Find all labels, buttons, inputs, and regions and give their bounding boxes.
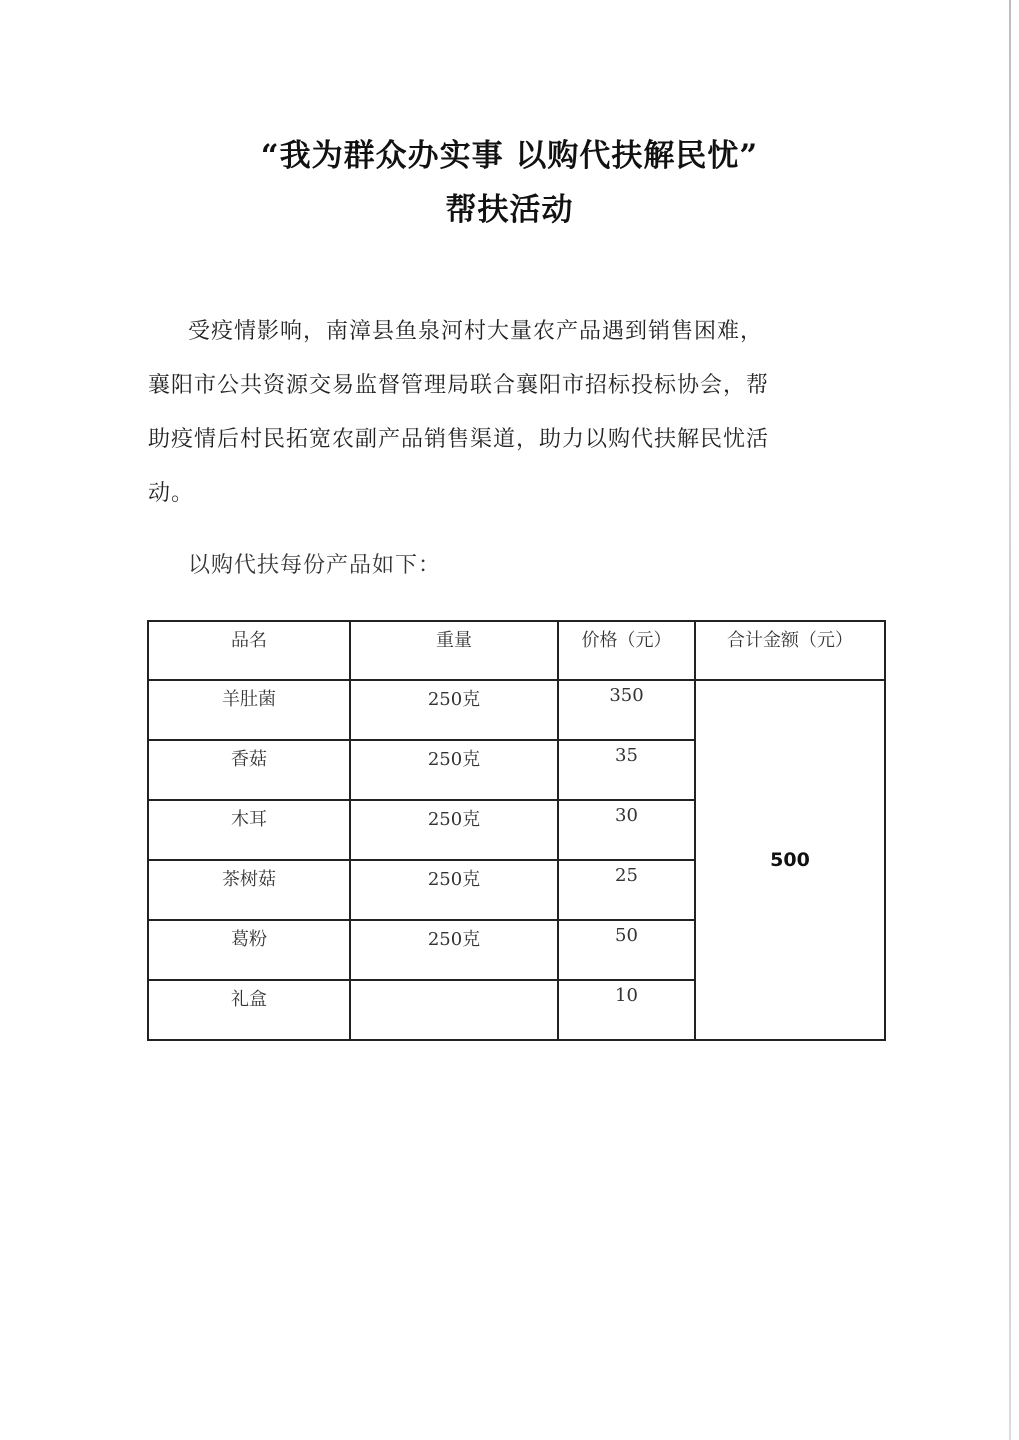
product-weight: 250克 [350, 800, 558, 860]
document-title: “我为群众办实事 以购代扶解民忧” [260, 138, 759, 174]
product-name: 礼盒 [148, 980, 350, 1040]
header-price: 价格（元） [558, 621, 695, 680]
product-weight: 250克 [350, 680, 558, 740]
table-intro: 以购代扶每份产品如下： [188, 553, 442, 578]
paragraph-line: 动。 [148, 481, 195, 506]
paragraph-line: 受疫情影响，南漳县鱼泉河村大量农产品遇到销售困难， [188, 319, 764, 344]
document-subtitle: 帮扶活动 [445, 192, 574, 228]
product-price: 10 [558, 980, 695, 1040]
header-name: 品名 [148, 621, 350, 680]
product-name: 茶树菇 [148, 860, 350, 920]
product-price: 350 [558, 680, 695, 740]
product-price: 25 [558, 860, 695, 920]
product-price: 30 [558, 800, 695, 860]
product-name: 葛粉 [148, 920, 350, 980]
paragraph-line: 襄阳市公共资源交易监督管理局联合襄阳市招标投标协会，帮 [148, 373, 770, 398]
product-table [147, 620, 886, 1041]
body-paragraph [148, 305, 868, 521]
header-weight: 重量 [350, 621, 558, 680]
header-total: 合计金额（元） [695, 621, 885, 680]
total-amount: 500 [695, 680, 885, 1040]
product-price: 35 [558, 740, 695, 800]
table-row [148, 680, 885, 740]
table-header-row [148, 621, 885, 680]
paragraph-line: 助疫情后村民拓宽农副产品销售渠道，助力以购代扶解民忧活 [148, 427, 770, 452]
product-weight [350, 980, 558, 1040]
product-name: 木耳 [148, 800, 350, 860]
product-name: 羊肚菌 [148, 680, 350, 740]
product-name: 香菇 [148, 740, 350, 800]
product-price: 50 [558, 920, 695, 980]
product-weight: 250克 [350, 860, 558, 920]
product-weight: 250克 [350, 920, 558, 980]
product-weight: 250克 [350, 740, 558, 800]
